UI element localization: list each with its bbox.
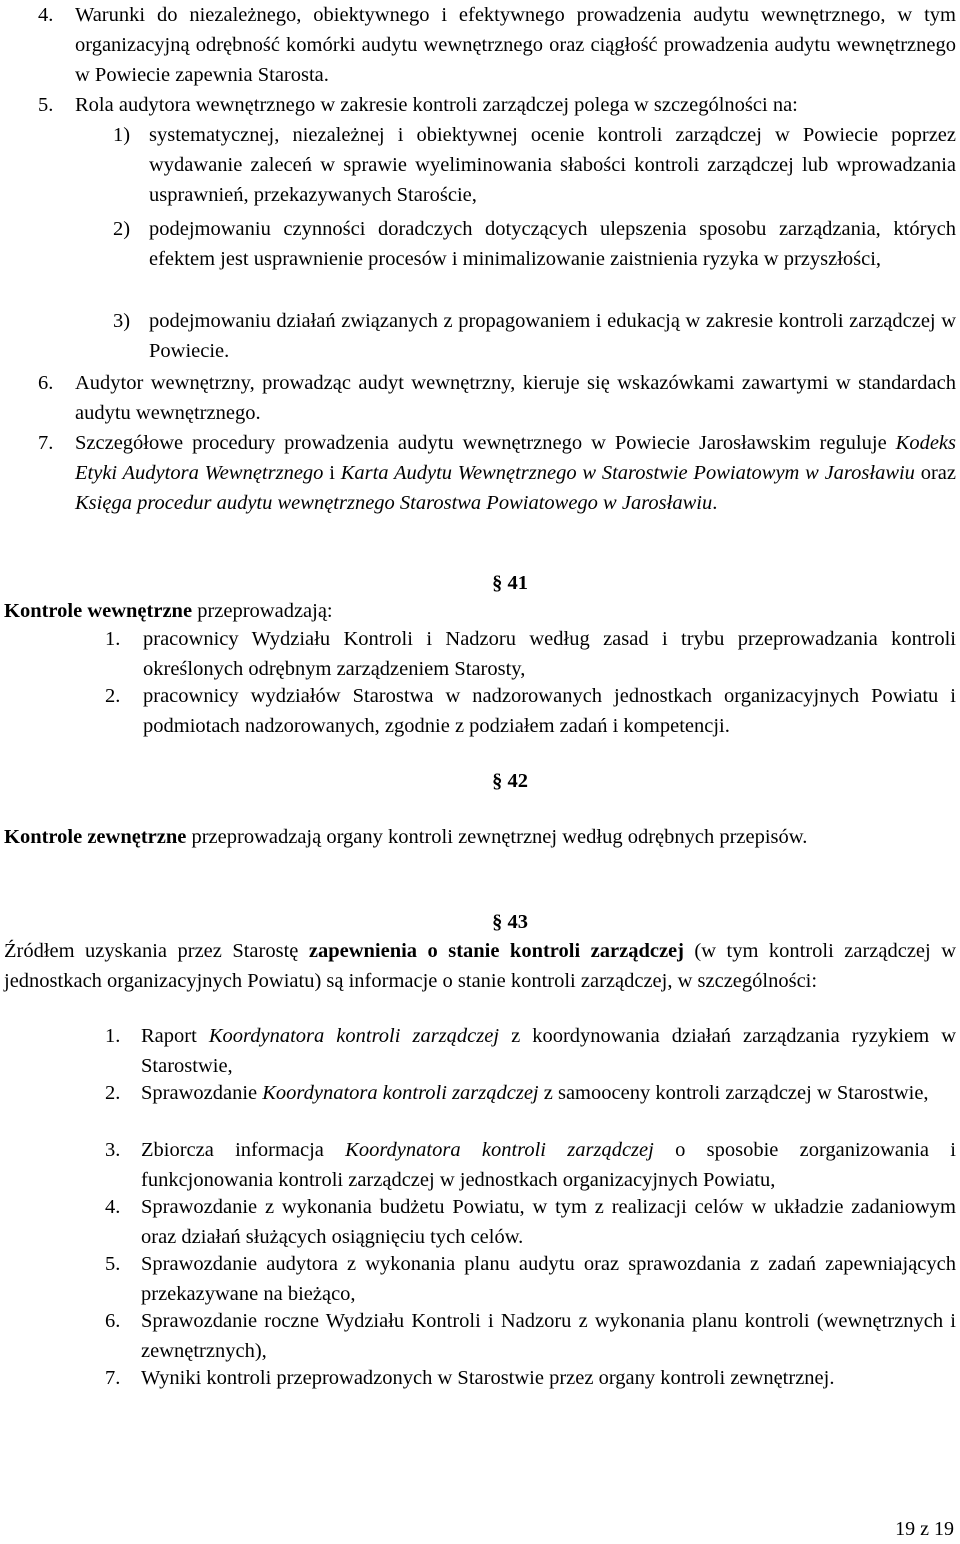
- item-text: Sprawozdanie audytora z wykonania planu audytu oraz sprawozdania z zadań zapewniających przekazywane na bieżąco,: [141, 1253, 956, 1305]
- section-intro-text: przeprowadzają:: [192, 600, 333, 622]
- item-number: 5.: [105, 1253, 121, 1275]
- item-text: oraz: [914, 462, 956, 484]
- item-number: 3): [113, 310, 131, 332]
- section-heading: § 41: [492, 572, 528, 594]
- item-text: systematycznej, niezależnej i obiektywnej ocenie kontroli zarządczej w Powiecie poprzez wydawanie zaleceń w sprawie wyeliminowania słabości kontroli zarządczej lub wprowadzania usprawnień, przekazywanych Staroście,: [149, 124, 956, 206]
- list-item: [38, 90, 956, 120]
- item-text: Wyniki kontroli przeprowadzonych w Starostwie przez organy kontroli zewnętrznej.: [141, 1367, 835, 1389]
- section-paragraph-text: Źródłem uzyskania przez Starostę: [4, 940, 309, 962]
- section-intro-bold: Kontrole wewnętrzne: [4, 600, 193, 622]
- item-number: 4.: [105, 1196, 121, 1218]
- item-text: Audytor wewnętrzny, prowadząc audyt wewnętrzny, kieruje się wskazówkami zawartymi w standardach audytu wewnętrznego.: [75, 372, 956, 424]
- item-number: 4.: [38, 4, 54, 26]
- item-number: 2.: [105, 685, 121, 707]
- item-number: 7.: [38, 432, 54, 454]
- item-number: 1): [113, 124, 131, 146]
- list-item: [105, 1363, 956, 1393]
- section-paragraph: [4, 822, 956, 852]
- list-item: [113, 120, 956, 210]
- section-paragraph-bold: Kontrole zewnętrzne: [4, 826, 187, 848]
- section-heading: § 42: [492, 770, 528, 792]
- list-item: [38, 428, 956, 518]
- item-text-italic: Koordynatora kontroli zarządczej: [345, 1139, 654, 1161]
- item-number: 3.: [105, 1139, 121, 1161]
- list-item: [105, 1306, 956, 1366]
- item-text: Sprawozdanie: [141, 1082, 263, 1104]
- section-paragraph-text: (w tym kontroli zarządczej w jednostkach organizacyjnych Powiatu) są informacje o stanie kontroli zarządczej, w szczególności:: [4, 940, 956, 992]
- item-text: Szczegółowe procedury prowadzenia audytu wewnętrznego w Powiecie Jarosławskim reguluje: [75, 432, 896, 454]
- page-number: 19 z 19: [895, 1518, 954, 1540]
- item-text: Warunki do niezależnego, obiektywnego i efektywnego prowadzenia audytu wewnętrznego, w tym organizacyjną odrębność komórki audytu wewnętrznego oraz ciągłość prowadzenia audytu wewnętrznego w Powiecie zapewnia Starosta.: [75, 4, 956, 86]
- item-text-italic: Koordynatora kontroli zarządczej: [208, 1025, 500, 1047]
- section-intro: [4, 596, 956, 626]
- list-item: [105, 1078, 956, 1108]
- item-text: i: [323, 462, 341, 484]
- section-paragraph-text: przeprowadzają organy kontroli zewnętrznej według odrębnych przepisów.: [186, 826, 808, 848]
- item-number: 1.: [105, 628, 121, 650]
- list-item: [38, 0, 956, 90]
- list-item: [38, 368, 956, 428]
- item-text: podejmowaniu czynności doradczych dotyczących ulepszenia sposobu zarządzania, których efektem jest usprawnienie procesów i minimalizowanie zaistnienia ryzyka w przyszłości,: [149, 218, 956, 270]
- list-item: [105, 681, 956, 741]
- item-text: Zbiorcza informacja: [141, 1139, 346, 1161]
- item-text: pracownicy Wydziału Kontroli i Nadzoru według zasad i trybu przeprowadzania kontroli określonych odrębnym zarządzeniem Starosty,: [143, 628, 956, 680]
- list-item: [105, 1192, 956, 1252]
- list-item: [105, 1249, 956, 1309]
- item-text: Rola audytora wewnętrznego w zakresie kontroli zarządczej polega w szczególności na:: [75, 94, 798, 116]
- list-item: [113, 306, 956, 366]
- item-text: pracownicy wydziałów Starostwa w nadzorowanych jednostkach organizacyjnych Powiatu i podmiotach nadzorowanych, zgodnie z podziałem zadań i kompetencji.: [143, 685, 956, 737]
- item-number: 6.: [105, 1310, 121, 1332]
- item-number: 7.: [105, 1367, 121, 1389]
- item-number: 1.: [105, 1025, 121, 1047]
- document-title: Kodeks Etyki Audytora Wewnętrznego: [75, 432, 956, 484]
- item-text-italic: Koordynatora kontroli zarządczej: [262, 1082, 539, 1104]
- item-text: .: [712, 492, 718, 514]
- document-title: Księga procedur audytu wewnętrznego Starostwa Powiatowego w Jarosławiu: [75, 492, 713, 514]
- item-number: 5.: [38, 94, 54, 116]
- item-number: 6.: [38, 372, 54, 394]
- item-text: podejmowaniu działań związanych z propagowaniem i edukacją w zakresie kontroli zarządczej w Powiecie.: [149, 310, 956, 362]
- item-number: 2.: [105, 1082, 121, 1104]
- item-text: o sposobie zorganizowania i funkcjonowania kontroli zarządczej w jednostkach organizacyjnych Powiatu,: [141, 1139, 956, 1191]
- item-text: Sprawozdanie roczne Wydziału Kontroli i Nadzoru z wykonania planu kontroli (wewnętrznych i zewnętrznych),: [141, 1310, 956, 1362]
- item-text: Raport: [141, 1025, 209, 1047]
- list-item: [105, 624, 956, 684]
- section-paragraph: [4, 936, 956, 996]
- item-text: Sprawozdanie z wykonania budżetu Powiatu, w tym z realizacji celów w układzie zadaniowym oraz działań służących osiągnięciu tych celów.: [141, 1196, 956, 1248]
- list-item: [113, 214, 956, 274]
- document-title: Karta Audytu Wewnętrznego w Starostwie Powiatowym w Jarosławiu: [340, 462, 915, 484]
- item-text: z samooceny kontroli zarządczej w Starostwie,: [538, 1082, 929, 1104]
- section-paragraph-bold: zapewnienia o stanie kontroli zarządczej: [308, 940, 684, 962]
- list-item: [105, 1135, 956, 1195]
- item-text: z koordynowania działań zarządzania ryzykiem w Starostwie,: [141, 1025, 957, 1077]
- item-number: 2): [113, 218, 131, 240]
- section-heading: § 43: [492, 911, 528, 933]
- list-item: [105, 1021, 956, 1081]
